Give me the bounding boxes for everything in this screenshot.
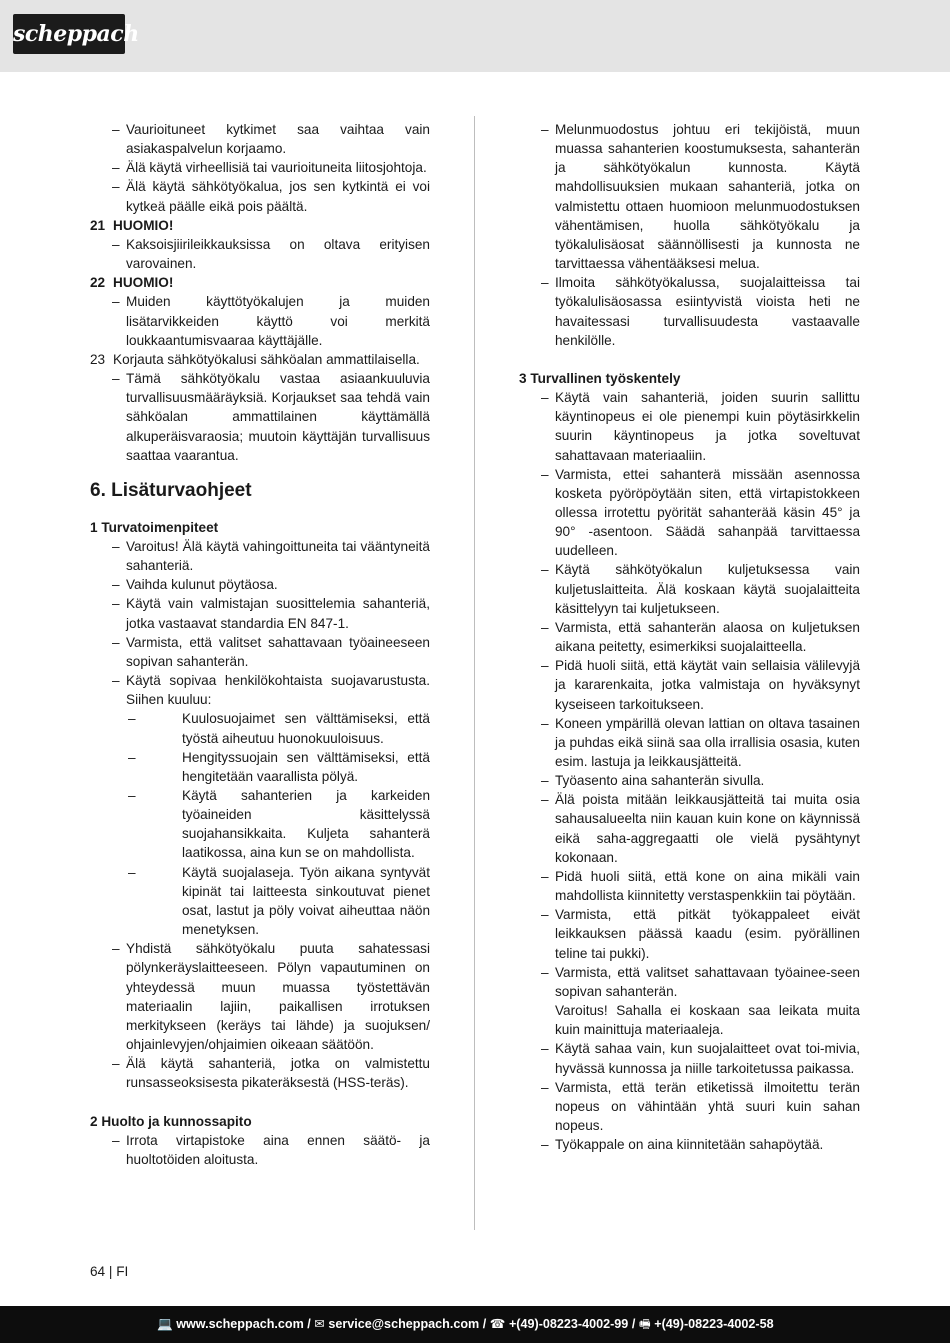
dash-bullet: – [541, 122, 549, 137]
list-item-text: Muiden käyttötyökalujen ja muiden lisätarvikkeiden käyttö voi merkitä loukkaantumisvaaraa käyttäjälle. [126, 294, 430, 348]
section-title: 6. Lisäturvaohjeet [90, 479, 252, 501]
list-group [90, 537, 430, 709]
list-item-text: Kuulosuojaimet sen välttämiseksi, että työstä aiheutuu huonokuuloisuus. [182, 711, 430, 746]
fax-number: +(49)-08223-4002-58 [654, 1317, 774, 1331]
list-item-text: Pidä huoli siitä, että kone on aina mikäli vain mahdollista kiinnitetty verstaspenkkiin tai pöytään. [555, 868, 860, 904]
list-item [90, 537, 430, 575]
list-item-text: Älä käytä virheellisiä tai vaurioituneita liitosjohtoja. [126, 160, 427, 176]
dash-bullet: – [112, 179, 120, 195]
list-item-text: Älä käytä sahanteriä, jotka on valmistettu runsasseoksisesta pikateräksestä (HSS-teräs). [126, 1056, 430, 1091]
separator: / [303, 1317, 315, 1331]
brand-logo: scheppach [13, 14, 125, 54]
list-item [90, 120, 430, 158]
dash-bullet: – [541, 715, 549, 731]
item-number: 23 [90, 351, 106, 367]
laptop-icon: 💻 [157, 1317, 173, 1331]
list-item-text: Käytä sähkötyökalun kuljetuksessa vain kuljetuslaitteita. Älä koskaan käytä suojalaitteita käsittelyyn tai kuljetukseen. [555, 562, 860, 616]
dash-bullet: – [128, 711, 136, 727]
list-item [519, 714, 860, 771]
dash-bullet: – [112, 294, 120, 310]
list-group [90, 369, 430, 465]
list-group [519, 388, 860, 1154]
dash-bullet: – [541, 658, 549, 674]
dash-bullet: – [112, 160, 120, 176]
list-item-text: Varmista, että terän etiketissä ilmoitettu terän nopeus on vähintään yhtä suuri kuin sahan nopeus. [555, 1079, 860, 1133]
header-bar [0, 0, 950, 72]
list-item [519, 1135, 860, 1154]
contact-footer [0, 1306, 950, 1343]
dash-bullet: – [128, 749, 136, 765]
list-item-text: Varmista, että pitkät työkappaleet eivät leikkauksen päässä kaadu (esim. pyörällinen teline tai pukki). [555, 907, 860, 961]
list-item [519, 120, 860, 273]
list-item [519, 963, 860, 1040]
list-item-text: Ilmoita sähkötyökalussa, suojalaitteissa tai työkalulisäosassa esiintyvistä vioista heti ne havaitessasi turvallisuudesta vastaavalle henkilölle. [555, 275, 860, 348]
dash-bullet: – [541, 390, 549, 406]
list-item-text: Tämä sähkötyökalu vastaa asiaankuuluvia turvallisuusmääräyksiä. Korjaukset saa tehdä vain sähköalan ammattilainen käyttämällä alkuperäisvaraosia; muutoin käyttäjän turvallisuus saattaa vaarantua. [126, 371, 430, 463]
item-title: HUOMIO! [113, 275, 174, 291]
dash-bullet: – [112, 673, 120, 689]
list-group [90, 1131, 430, 1169]
dash-bullet: – [541, 1137, 549, 1153]
dash-bullet: – [112, 1132, 120, 1148]
list-item-text: Käytä sahaa vain, kun suojalaitteet ovat toi-mivia, hyvässä kunnossa ja niille tarkoitetussa paikassa. [555, 1041, 860, 1076]
list-item-text: Varmista, että valitset sahattavaan työaineeseen sopivan sahanterän. [126, 634, 430, 669]
list-item [90, 1131, 430, 1169]
website-link[interactable]: www.scheppach.com [176, 1317, 304, 1331]
list-item-text: Kaksoisjiirileikkauksissa on oltava erityisen varovainen. [126, 236, 430, 272]
dash-bullet: – [112, 941, 120, 957]
list-group [90, 120, 430, 216]
list-item-text: Käytä sahanterien ja karkeiden työaineiden käsittelyssä suojahansikkaita. Kuljeta sahanterä laatikossa, aina kun se on mahdollista. [182, 788, 430, 861]
dash-bullet: – [541, 792, 549, 808]
column-divider [474, 116, 475, 1230]
list-item-text: Koneen ympärillä olevan lattian on oltava tasainen ja puhdas eikä siinä saa olla irrallisia osasia, kuten esim. lastuja ja leikkausjätteitä. [555, 715, 860, 769]
separator: / [479, 1317, 490, 1331]
list-item [519, 560, 860, 617]
dash-bullet: – [128, 788, 136, 803]
phone-icon: ☎ [489, 1317, 506, 1331]
list-item-text: Älä poista mitään leikkausjätteitä tai muita osia sahausalueelta niin kauan kuin kone on käynnissä eikä saha-aggregaatti ole vielä pysähtynyt kokonaan. [555, 792, 860, 865]
item-number: 22 [90, 275, 106, 291]
dash-bullet: – [541, 562, 549, 578]
list-item [90, 594, 430, 632]
right-column [519, 120, 860, 1154]
dash-bullet: – [112, 634, 120, 650]
dash-bullet: – [541, 907, 549, 923]
mail-icon: ✉ [314, 1317, 325, 1331]
list-item-text: Käytä vain sahanteriä, joiden suurin sallittu käyntinopeus ei ole pienempi kuin pöytäsirkkelin suurin käyntinopeus ja jotka soveltuvat sahattavaan materiaaliin. [555, 390, 860, 463]
numbered-item-22 [90, 273, 430, 292]
separator: / [628, 1317, 639, 1331]
list-item [90, 292, 430, 349]
list-item [90, 863, 430, 940]
list-item-text: Käytä suojalaseja. Työn aikana syntyvät kipinät tai laitteesta sinkoutuvat pienet osat, lastut ja pöly voivat aiheuttaa näön menetyksen. [182, 864, 430, 938]
numbered-item-21 [90, 216, 430, 235]
item-number: 21 [90, 217, 106, 233]
list-item [90, 786, 430, 863]
list-item-text: Melunmuodostus johtuu eri tekijöistä, muun muassa sahanterien koostumuksesta, sahanterän ja sähkötyökalun kunnosta. Käytä mahdollisuuksien mukaan sahanteriä, jotka on valmistettu ottaen huomioon melunmuodostuksen vähentämisen, huolla sähkötyökalu ja työkalulisäosat säännöllisesti ja kunnosta ne tarvittaessa vähentääksesi melua. [555, 122, 860, 272]
list-item-text: Varmista, että sahanterän alaosa on kuljetuksen aikana peitetty, esimerkiksi suojalaitteella. [555, 619, 860, 655]
dash-bullet: – [541, 1079, 549, 1095]
list-item-text: Työasento aina sahanterän sivulla. [555, 773, 765, 789]
list-group [90, 709, 430, 939]
list-item [90, 671, 430, 709]
list-item-text: Pidä huoli siitä, että käytät vain sellaisia välilevyjä ja kararenkaita, jotka valmistaja on hyväksynyt kyseiseen tarkoitukseen. [555, 658, 860, 712]
subsection-title: 1 Turvatoimenpiteet [90, 519, 219, 535]
dash-bullet: – [112, 371, 120, 387]
list-item [90, 939, 430, 1054]
list-item-text: Irrota virtapistoke aina ennen säätö- ja huoltotöiden aloitusta. [126, 1132, 430, 1167]
list-item [519, 388, 860, 465]
list-item-text: Vaurioituneet kytkimet saa vaihtaa vain asiakaspalvelun korjaamo. [126, 122, 430, 157]
list-group [90, 292, 430, 349]
subsection-title: 2 Huolto ja kunnossapito [90, 1113, 252, 1129]
list-item [519, 465, 860, 561]
list-item [90, 633, 430, 671]
list-item-text: Vaihda kulunut pöytäosa. [126, 577, 278, 593]
list-item [519, 867, 860, 905]
dash-bullet: – [541, 466, 549, 482]
list-item [90, 575, 430, 594]
list-item [90, 177, 430, 215]
list-item [90, 709, 430, 747]
dash-bullet: – [541, 275, 549, 291]
list-group [90, 235, 430, 273]
list-item [90, 1054, 430, 1092]
list-item [519, 656, 860, 713]
list-item-text: Varoitus! Älä käytä vahingoittuneita tai vääntyneitä sahanteriä. [126, 538, 430, 574]
dash-bullet: – [112, 122, 120, 137]
list-item [90, 748, 430, 786]
list-item-text: Käytä sopivaa henkilökohtaista suojavarustusta. Siihen kuuluu: [126, 673, 430, 708]
dash-bullet: – [541, 773, 549, 789]
dash-bullet: – [112, 538, 120, 554]
list-item [519, 1078, 860, 1135]
list-item [519, 618, 860, 656]
list-group [519, 120, 860, 350]
dash-bullet: – [541, 868, 549, 884]
dash-bullet: – [128, 864, 136, 880]
dash-bullet: – [112, 596, 120, 612]
list-item [519, 790, 860, 867]
list-item-text: Hengityssuojain sen välttämiseksi, että hengitetään vaarallista pölyä. [182, 749, 430, 784]
list-group [90, 939, 430, 1092]
email-link[interactable]: service@scheppach.com [328, 1317, 480, 1331]
numbered-item-23 [90, 350, 430, 369]
list-item-text: Varmista, ettei sahanterä missään asennossa kosketa pyöröpöytään siten, että virtapistokkeen ollessa irrotettu pyörität sahanterää käsin 45° ja 90° -asentoon. Säädä sahanpää tarvittaessa uudelleen. [555, 466, 860, 559]
item-title: HUOMIO! [113, 217, 174, 233]
phone-number: +(49)-08223-4002-99 [508, 1317, 629, 1331]
fax-icon: 🖷 [638, 1317, 651, 1331]
subsection-title: 3 Turvallinen työskentely [519, 370, 681, 386]
left-column [90, 120, 430, 1169]
list-item [519, 1039, 860, 1077]
dash-bullet: – [112, 577, 120, 593]
dash-bullet: – [541, 619, 549, 635]
list-item-text: Yhdistä sähkötyökalu puuta sahatessasi pölynkeräyslaitteeseen. Pölyn vapautuminen on yhteydessä muun muassa työstettävän materiaalin lajiin, paikallisen irrotuksen merkitykseen (keräys tai lähde) ja suojuksen/ ohjainlevyjen/ohjaimien oikeaan säätöön. [126, 941, 430, 1053]
list-item-text: Työkappale on aina kiinnitetään sahapöytää. [555, 1137, 824, 1153]
list-item [519, 905, 860, 962]
dash-bullet: – [541, 1041, 549, 1057]
list-item-text: Älä käytä sähkötyökalua, jos sen kytkintä ei voi kytkeä päälle eikä pois päältä. [126, 179, 430, 214]
list-item [90, 369, 430, 465]
list-item-text: Käytä vain valmistajan suosittelemia sahanteriä, jotka vastaavat standardia EN 847-1. [126, 596, 430, 631]
dash-bullet: – [112, 1056, 120, 1072]
item-text: Korjauta sähkötyökalusi sähköalan ammattilaisella. [113, 351, 420, 367]
list-item-text: Varmista, että valitset sahattavaan työainee-seen sopivan sahanterän. Varoitus! Sahalla ei koskaan saa leikata muita kuin mainittuja materiaaleja. [555, 964, 860, 1038]
list-item [519, 273, 860, 350]
dash-bullet: – [112, 236, 120, 252]
dash-bullet: – [541, 964, 549, 980]
list-item [519, 771, 860, 790]
list-item [90, 235, 430, 273]
list-item [90, 158, 430, 177]
page-number: 64 | FI [90, 1264, 129, 1279]
